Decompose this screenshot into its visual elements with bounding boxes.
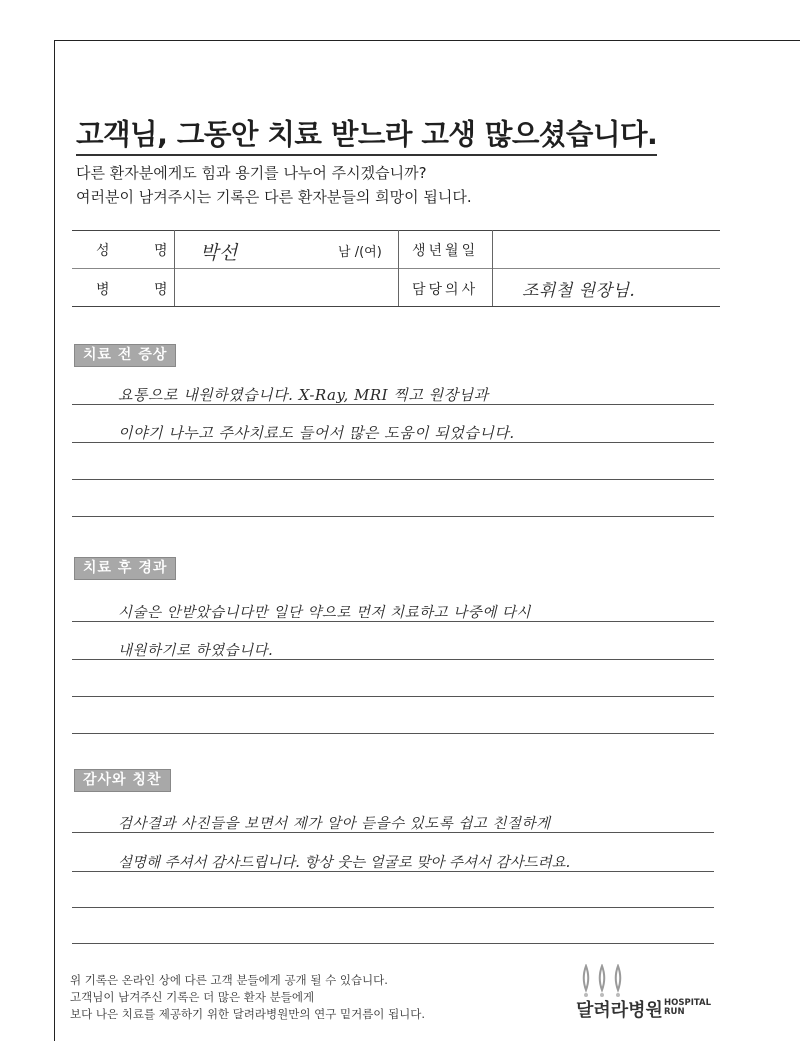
table-divider-2 <box>398 230 399 306</box>
table-top-line <box>72 230 720 231</box>
section-badge: 치료 후 경과 <box>74 557 176 580</box>
logo-sub-hospital: HOSPITAL <box>664 998 711 1008</box>
logo-mark-icon <box>578 964 638 998</box>
intro-line-2: 여러분이 남겨주시는 기록은 다른 환자분들의 희망이 됩니다. <box>76 188 472 206</box>
intro-line-1: 다른 환자분에게도 힘과 용기를 나누어 주시겠습니까? <box>76 164 427 182</box>
name-value: 박선 <box>200 242 238 264</box>
section-badge: 치료 전 증상 <box>74 344 176 367</box>
section-badge: 감사와 칭찬 <box>74 769 171 792</box>
writing-line <box>72 442 714 443</box>
footer-note-2: 고객님이 남겨주신 기록은 더 많은 환자 분들에게 <box>70 990 315 1004</box>
birth-label: 생년월일 <box>412 243 479 259</box>
logo-subtitle <box>664 999 711 1017</box>
name-label: 성 명 <box>96 243 188 259</box>
footer-note-1: 위 기록은 온라인 상에 다른 고객 분들에게 공개 될 수 있습니다. <box>70 973 388 987</box>
handwritten-line: 설명해 주셔서 감사드립니다. 항상 웃는 얼굴로 맞아 주셔서 감사드려요. <box>118 855 571 871</box>
doctor-label: 담당의사 <box>412 282 479 298</box>
logo-sub-run: RUN <box>664 1007 685 1017</box>
doctor-value: 조휘철 원장님. <box>522 281 636 301</box>
disease-label: 병 명 <box>96 282 188 298</box>
writing-line <box>72 907 714 908</box>
writing-line <box>72 733 714 734</box>
table-bottom-line <box>72 306 720 307</box>
writing-line <box>72 943 714 944</box>
handwritten-line: 시술은 안받았습니다만 일단 약으로 먼저 치료하고 나중에 다시 <box>118 605 531 621</box>
writing-line <box>72 832 714 833</box>
footer-note-3: 보다 나은 치료를 제공하기 위한 달려라병원만의 연구 밑거름이 됩니다. <box>70 1007 426 1021</box>
gender-label: 남 /(여) <box>338 245 382 260</box>
handwritten-line: 내원하기로 하였습니다. <box>118 643 274 659</box>
writing-line <box>72 871 714 872</box>
handwritten-line: 요통으로 내원하였습니다. X-Ray, MRI 찍고 원장님과 <box>118 386 489 404</box>
hospital-logo <box>576 964 726 1030</box>
writing-line <box>72 516 714 517</box>
writing-line <box>72 659 714 660</box>
writing-line <box>72 696 714 697</box>
writing-line <box>72 621 714 622</box>
logo-name: 달려라병원 <box>576 1000 663 1021</box>
handwritten-line: 검사결과 사진들을 보면서 제가 알아 듣을수 있도록 쉽고 친절하게 <box>118 816 551 832</box>
table-mid-line <box>72 268 720 269</box>
writing-line <box>72 479 714 480</box>
writing-line <box>72 404 714 405</box>
table-divider-3 <box>492 230 493 306</box>
handwritten-line: 이야기 나누고 주사치료도 들어서 많은 도움이 되었습니다. <box>118 424 515 442</box>
page-title: 고객님, 그동안 치료 받느라 고생 많으셨습니다. <box>76 112 657 156</box>
